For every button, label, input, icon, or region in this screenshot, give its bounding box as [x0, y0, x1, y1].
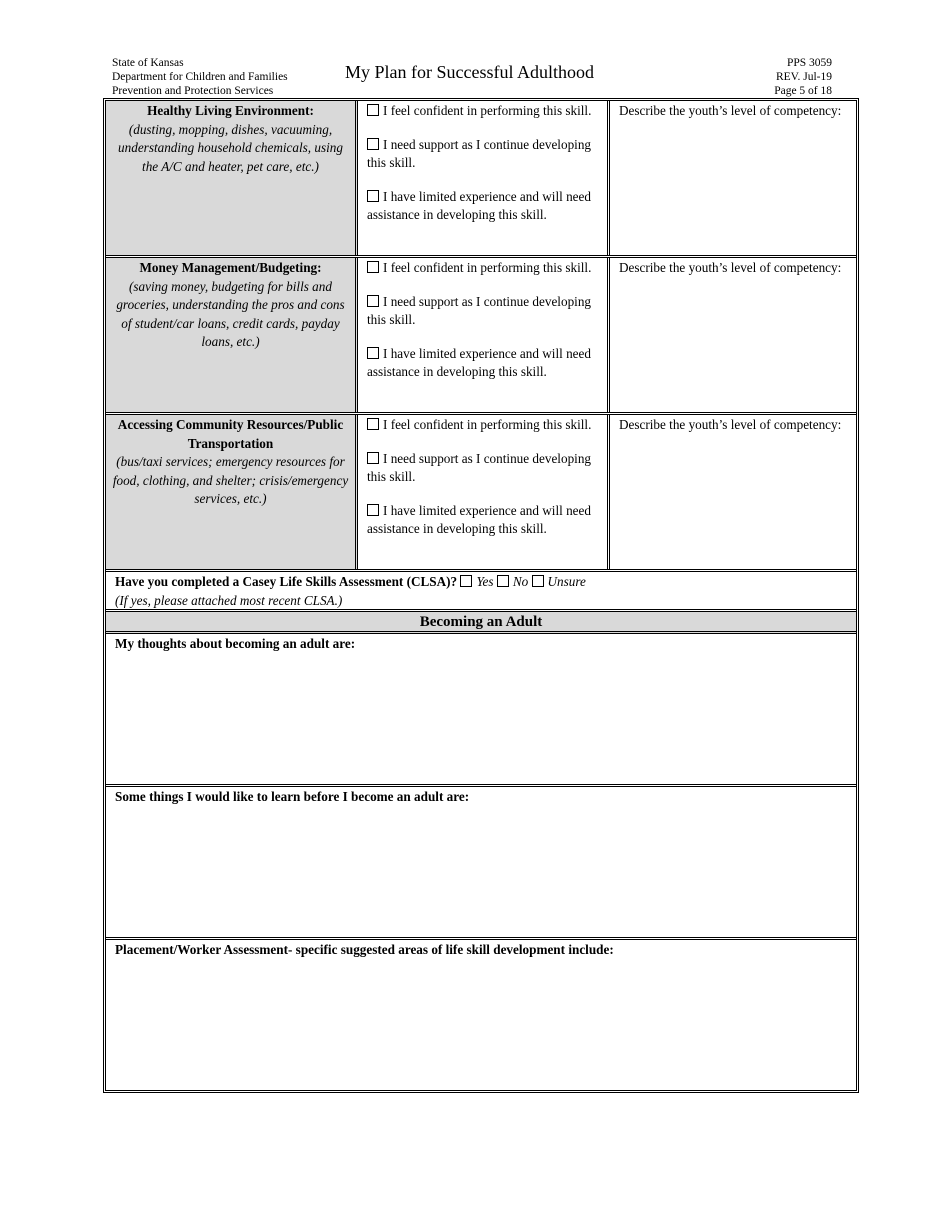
option-label: I have limited experience and will need assistance in developing this skill.: [367, 502, 591, 536]
skill-row-money-management: [106, 258, 856, 415]
skill-description: (saving money, budgeting for bills and groceries, understanding the pros and cons of student/car loans, credit cards, payday loans, etc.): [116, 278, 345, 349]
checkbox-confident[interactable]: [367, 261, 379, 273]
option-support: [367, 136, 599, 173]
competency-label: Describe the youth’s level of competency:: [619, 417, 842, 432]
clsa-yes-label: Yes: [476, 574, 494, 589]
skill-cell: [106, 258, 358, 412]
skill-title: Money Management/Budgeting:: [139, 260, 322, 275]
competency-field[interactable]: [610, 415, 856, 569]
learn-label: Some things I would like to learn before I become an adult are:: [115, 789, 470, 804]
option-label: I have limited experience and will need assistance in developing this skill.: [367, 345, 591, 379]
option-label: I feel confident in performing this skill.: [383, 417, 592, 432]
form-id: PPS 3059: [786, 57, 832, 69]
option-confident: [367, 102, 599, 121]
page-number: Page 5 of 18: [774, 85, 832, 97]
skill-options: [358, 101, 610, 255]
skill-description: (dusting, mopping, dishes, vacuuming, understanding household chemicals, using the A/C and heater, pet care, etc.): [118, 121, 343, 174]
agency-state: State of Kansas: [112, 57, 184, 69]
competency-label: Describe the youth’s level of competency:: [619, 103, 842, 118]
competency-field[interactable]: [610, 258, 856, 412]
clsa-question: Have you completed a Casey Life Skills Assessment (CLSA)?: [115, 574, 458, 589]
option-label: I need support as I continue developing this skill.: [367, 136, 592, 170]
checkbox-limited[interactable]: [367, 190, 379, 202]
clsa-unsure-label: Unsure: [547, 574, 586, 589]
checkbox-clsa-unsure[interactable]: [532, 575, 544, 587]
competency-label: Describe the youth’s level of competency:: [619, 260, 842, 275]
checkbox-clsa-no[interactable]: [497, 575, 509, 587]
option-label: I have limited experience and will need assistance in developing this skill.: [367, 188, 591, 222]
agency-block: [112, 56, 288, 98]
skill-description: (bus/taxi services; emergency resources for food, clothing, and shelter; crisis/emergency services, etc.): [112, 454, 349, 506]
form-title: My Plan for Successful Adulthood: [345, 62, 594, 82]
assessment-field[interactable]: [106, 940, 856, 1090]
option-confident: [367, 416, 599, 435]
checkbox-confident[interactable]: [367, 104, 379, 116]
clsa-no-label: No: [512, 574, 529, 589]
checkbox-confident[interactable]: [367, 418, 379, 430]
option-label: I feel confident in performing this skill.: [383, 260, 592, 275]
clsa-question-line: [115, 573, 847, 592]
skill-cell: [106, 415, 358, 569]
section-heading-becoming-adult: Becoming an Adult: [106, 612, 856, 634]
skill-title: Accessing Community Resources/Public Transportation: [117, 417, 344, 451]
form-revision: REV. Jul-19: [775, 71, 832, 83]
checkbox-support[interactable]: [367, 138, 379, 150]
option-limited: [367, 502, 599, 539]
agency-division: Prevention and Protection Services: [112, 85, 274, 97]
thoughts-field[interactable]: [106, 634, 856, 787]
option-label: I need support as I continue developing this skill.: [367, 293, 592, 327]
option-label: I feel confident in performing this skill.: [383, 103, 592, 118]
option-limited: [367, 188, 599, 225]
skill-row-community-resources: [106, 415, 856, 572]
agency-department: Department for Children and Families: [112, 71, 288, 83]
competency-field[interactable]: [610, 101, 856, 255]
skill-options: [358, 258, 610, 412]
clsa-options: [460, 574, 585, 589]
checkbox-support[interactable]: [367, 295, 379, 307]
page-header: [112, 56, 832, 98]
skill-row-healthy-living: [106, 101, 856, 258]
option-limited: [367, 345, 599, 382]
skill-cell: [106, 101, 358, 255]
skills-form: [103, 98, 859, 1093]
clsa-note: (If yes, please attached most recent CLSA.): [115, 592, 343, 608]
form-meta: [774, 56, 832, 98]
option-confident: [367, 259, 599, 278]
option-support: [367, 450, 599, 487]
clsa-row: [106, 572, 856, 612]
checkbox-support[interactable]: [367, 452, 379, 464]
assessment-label: Placement/Worker Assessment- specific suggested areas of life skill development include:: [115, 942, 614, 957]
option-label: I need support as I continue developing this skill.: [367, 450, 592, 484]
skill-title: Healthy Living Environment:: [147, 103, 314, 118]
checkbox-limited[interactable]: [367, 504, 379, 516]
option-support: [367, 293, 599, 330]
checkbox-limited[interactable]: [367, 347, 379, 359]
learn-field[interactable]: [106, 787, 856, 940]
checkbox-clsa-yes[interactable]: [460, 575, 472, 587]
thoughts-label: My thoughts about becoming an adult are:: [115, 636, 356, 651]
skill-options: [358, 415, 610, 569]
